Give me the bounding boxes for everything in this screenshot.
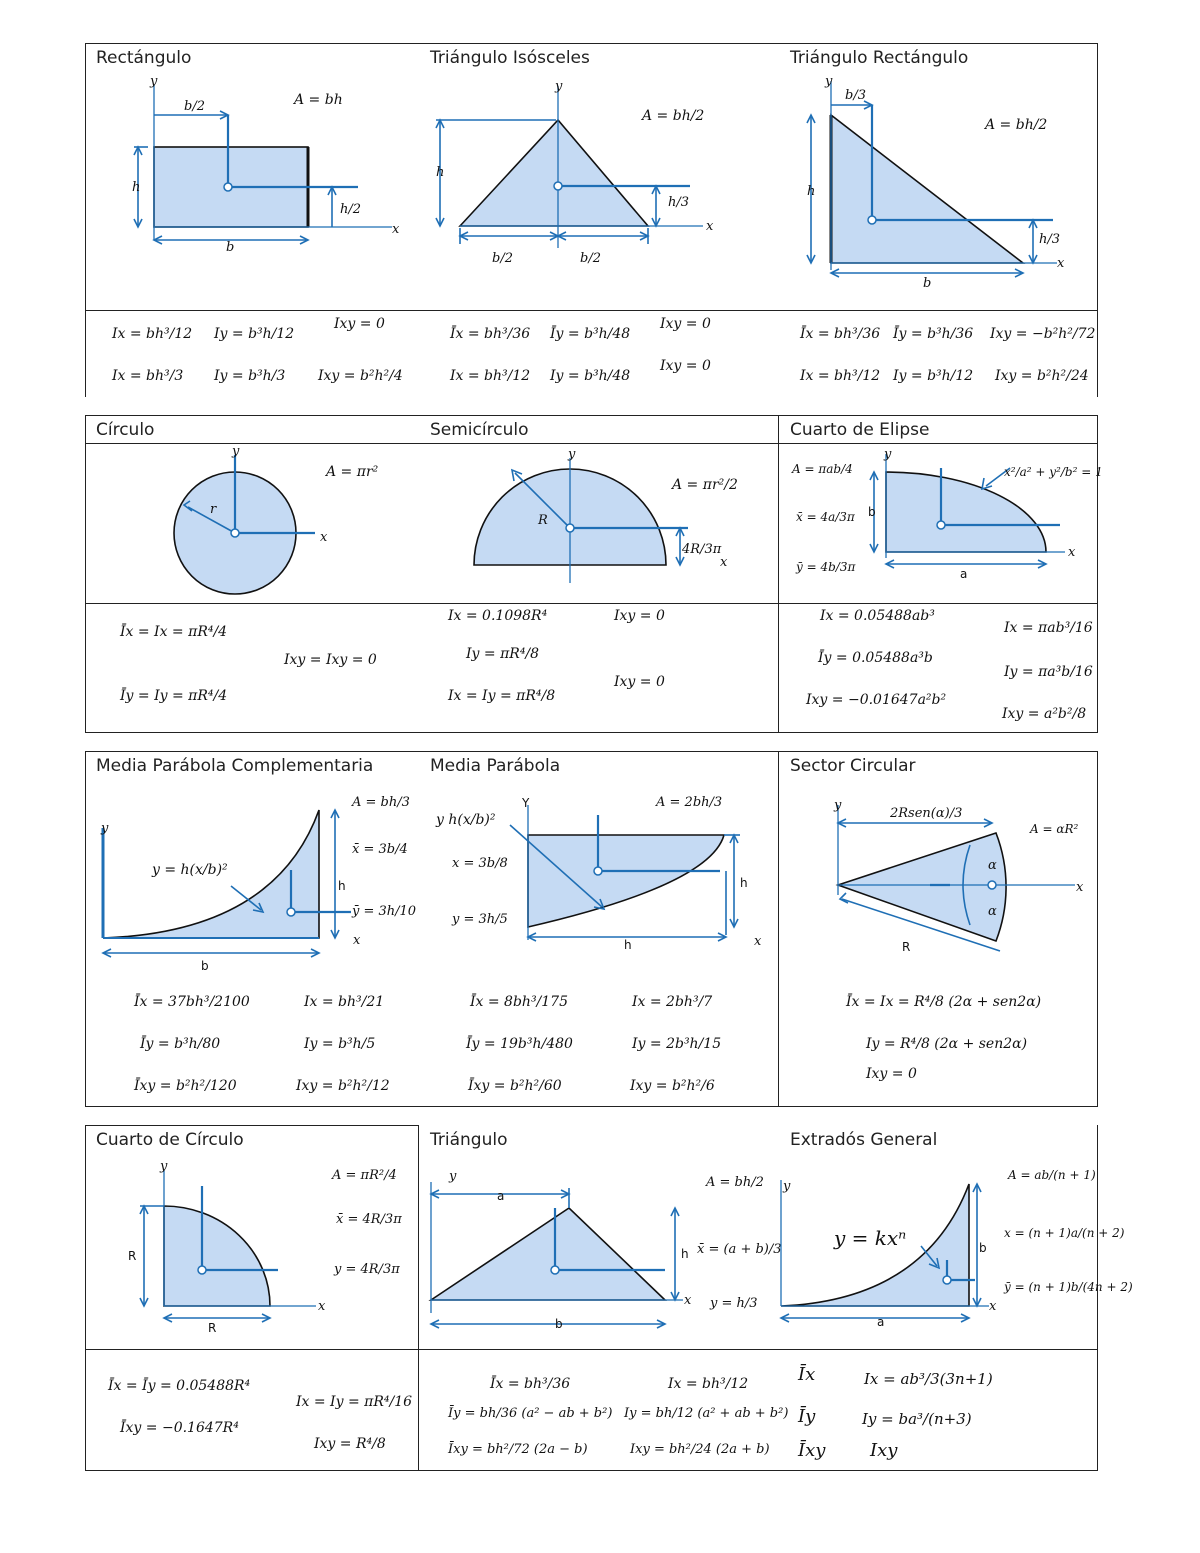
hp-f5: Īxy = b²h²/60	[468, 1078, 562, 1094]
iso-f2: Īy = b³h/48	[550, 326, 631, 342]
qe-f1: Ix = 0.05488ab³	[820, 608, 935, 624]
half-parabola-shape	[528, 835, 724, 927]
title-triangulo: Triángulo	[430, 1130, 508, 1150]
hpc-f1: Īx = 37bh³/2100	[134, 994, 250, 1010]
hpc-label-x: x	[353, 933, 361, 948]
semi-area: A = πr²/2	[672, 477, 738, 493]
ext-label-a: a	[877, 1315, 885, 1329]
sector-f3: Ixy = 0	[866, 1066, 917, 1082]
rect-label-y: y	[150, 74, 158, 89]
tri-f1: Īx = bh³/36	[490, 1376, 571, 1392]
iso-label-h: h	[436, 165, 445, 180]
rect-label-h2: h/2	[340, 202, 362, 217]
circle-f2: Ixy = Ixy = 0	[284, 652, 377, 668]
rect-label-b2: b/2	[184, 99, 205, 114]
iso-label-b2a: b/2	[492, 251, 513, 266]
qe-label-b: b	[868, 505, 876, 519]
rect-label-h: h	[132, 180, 141, 195]
qc-a3: y = 4R/3π	[334, 1262, 400, 1277]
semi-f3: Iy = πR⁴/8	[466, 646, 540, 662]
qc-f2: Ix = Iy = πR⁴/16	[296, 1394, 413, 1410]
circle-label-y: y	[232, 444, 240, 459]
semi-f1: Ix = 0.1098R⁴	[448, 608, 548, 624]
hp-label-hb: h	[740, 876, 748, 890]
rt-f4: Ix = bh³/12	[800, 368, 881, 384]
qc-label-y: y	[160, 1159, 168, 1174]
title-media-parabola: Media Parábola	[430, 756, 561, 776]
qc-f3: Īxy = −0.1647R⁴	[120, 1420, 239, 1436]
rt-f1: Īx = bh³/36	[800, 326, 881, 342]
qc-label-x: x	[318, 1299, 326, 1314]
semicircle-diagram	[470, 448, 740, 588]
qc-label-R1: R	[128, 1249, 137, 1263]
rect-f3: Ixy = 0	[334, 316, 385, 332]
rt-f6: Ixy = b²h²/24	[995, 368, 1089, 384]
hp-curve: y h(x/b)²	[436, 812, 496, 828]
isosceles-triangle-shape	[460, 120, 648, 226]
title-sector-circular: Sector Circular	[790, 756, 916, 776]
tri-label-h: h	[681, 1247, 689, 1261]
rt-label-b3: b/3	[845, 88, 866, 103]
qc-a1: A = πR²/4	[332, 1168, 397, 1183]
semi-label-x: x	[720, 555, 728, 570]
circle-area: A = πr²	[326, 464, 379, 480]
qe-curve: x²/a² + y²/b² = 1	[1004, 465, 1103, 479]
tri-f5: Īxy = bh²/72 (2a − b)	[448, 1442, 588, 1457]
ext-a1: A = ab/(n + 1)	[1008, 1168, 1096, 1182]
hp-a2: x = 3b/8	[452, 856, 508, 871]
sector-area: A = αR²	[1030, 822, 1079, 836]
rt-label-b: b	[923, 276, 932, 291]
rt-label-x: x	[1057, 256, 1065, 271]
rt-area: A = bh/2	[985, 117, 1048, 133]
tri-label-a: a	[497, 1189, 505, 1203]
row3-col-divider	[778, 751, 779, 1107]
iso-f3: Ixy = 0	[660, 316, 711, 332]
half-parabola-diagram	[500, 795, 775, 960]
qe-label-a: a	[960, 567, 968, 581]
triangle-diagram	[425, 1158, 715, 1338]
hp-a3: y = 3h/5	[452, 912, 508, 927]
rt-label-y: y	[825, 74, 833, 89]
sector-label-y: y	[834, 798, 842, 813]
sector-label-x: x	[1076, 880, 1084, 895]
qc-f4: Ixy = R⁴/8	[314, 1436, 386, 1452]
tri-label-x: x	[684, 1293, 692, 1308]
title-circulo: Círculo	[96, 420, 155, 440]
row2-col-divider	[778, 415, 779, 733]
tri-f6: Ixy = bh²/24 (2a + b)	[630, 1442, 770, 1457]
qe-a1: A = πab/4	[792, 462, 853, 476]
hpc-curve: y = h(x/b)²	[152, 862, 228, 878]
iso-area: A = bh/2	[642, 108, 705, 124]
semi-label-d: 4R/3π	[682, 542, 722, 557]
circle-label-r: r	[210, 502, 217, 517]
row4-top-left	[85, 1125, 419, 1126]
iso-f6: Ixy = 0	[660, 358, 711, 374]
hp-label-h: h	[624, 938, 632, 952]
qe-f6: Ixy = a²b²/8	[1002, 706, 1087, 722]
qe-f2: Ix = πab³/16	[1004, 620, 1093, 636]
sector-label-alpha1: α	[988, 858, 997, 873]
hpc-a3: ȳ = 3h/10	[352, 904, 417, 919]
sector-label-d: 2Rsen(α)/3	[890, 806, 963, 821]
hpc-a1: A = bh/3	[352, 795, 410, 810]
qc-f1: Īx = Īy = 0.05488R⁴	[108, 1378, 251, 1394]
right-triangle-diagram	[795, 75, 1075, 290]
hpc-label-h: h	[338, 879, 346, 893]
iso-f5: Iy = b³h/48	[550, 368, 631, 384]
qe-label-x: x	[1068, 545, 1076, 560]
tri-label-y: y	[449, 1169, 457, 1184]
iso-label-x: x	[706, 219, 714, 234]
title-semicirculo: Semicírculo	[430, 420, 529, 440]
quarter-ellipse-shape	[886, 472, 1046, 552]
tri-a3: y = h/3	[710, 1296, 758, 1311]
title-cuarto-elipse: Cuarto de Elipse	[790, 420, 930, 440]
rect-f2: Iy = b³h/12	[214, 326, 295, 342]
ext-f5: Īxy	[798, 1440, 826, 1461]
hpc-f2: Ix = bh³/21	[304, 994, 385, 1010]
rt-f3: Ixy = −b²h²/72	[990, 326, 1096, 342]
rect-label-x: x	[392, 222, 400, 237]
iso-label-h3: h/3	[668, 195, 690, 210]
ext-label-y: y	[783, 1179, 791, 1194]
semi-f2: Ixy = 0	[614, 608, 665, 624]
circle-f1: Īx = Ix = πR⁴/4	[120, 624, 228, 640]
sector-f2: Iy = R⁴/8 (2α + sen2α)	[866, 1036, 1028, 1052]
ext-f2: Ix = ab³/3(3n+1)	[864, 1370, 993, 1388]
rect-label-b: b	[226, 240, 235, 255]
hp-label-x: x	[754, 934, 762, 949]
title-triangulo-isosceles: Triángulo Isósceles	[430, 48, 590, 68]
row4-col-divider	[418, 1125, 419, 1471]
iso-label-b2b: b/2	[580, 251, 601, 266]
title-triangulo-rectangulo: Triángulo Rectángulo	[790, 48, 969, 68]
tri-a1: A = bh/2	[706, 1175, 764, 1190]
semi-label-y: y	[568, 447, 576, 462]
half-parabola-comp-diagram	[95, 800, 385, 975]
tri-label-b: b	[555, 1317, 563, 1331]
qc-a2: x̄ = 4R/3π	[336, 1212, 402, 1227]
quarter-circle-diagram	[120, 1158, 340, 1338]
tri-f3: Īy = bh/36 (a² − ab + b²)	[448, 1406, 613, 1421]
row2-divider	[85, 603, 1098, 604]
hpc-f6: Ixy = b²h²/12	[296, 1078, 390, 1094]
circle-f3: Īy = Iy = πR⁴/4	[120, 688, 228, 704]
iso-f4: Ix = bh³/12	[450, 368, 531, 384]
circle-label-x: x	[320, 530, 328, 545]
hp-label-y: Y	[522, 796, 530, 810]
row1-divider	[85, 310, 1098, 311]
quarter-circle-shape	[164, 1206, 270, 1306]
hpc-f3: Īy = b³h/80	[140, 1036, 221, 1052]
qe-a2: x̄ = 4a/3π	[796, 510, 855, 524]
rect-f1: Ix = bh³/12	[112, 326, 193, 342]
ext-a2: x = (n + 1)a/(n + 2)	[1004, 1226, 1125, 1240]
semi-label-R: R	[538, 513, 548, 528]
ext-f3: Īy	[798, 1406, 816, 1427]
ext-label-b: b	[979, 1241, 987, 1255]
hp-f4: Iy = 2b³h/15	[632, 1036, 722, 1052]
hpc-f4: Iy = b³h/5	[304, 1036, 376, 1052]
hpc-label-b: b	[201, 959, 209, 973]
iso-f1: Īx = bh³/36	[450, 326, 531, 342]
ext-a3: ȳ = (n + 1)b/(4n + 2)	[1004, 1280, 1133, 1294]
hp-f6: Ixy = b²h²/6	[630, 1078, 715, 1094]
ext-curve: y = kxⁿ	[834, 1226, 907, 1250]
right-triangle-shape	[831, 115, 1023, 263]
semi-f5: Ixy = 0	[614, 674, 665, 690]
rt-f5: Iy = b³h/12	[893, 368, 974, 384]
title-cuarto-circulo: Cuarto de Círculo	[96, 1130, 244, 1150]
hpc-a2: x̄ = 3b/4	[352, 842, 408, 857]
sector-label-R: R	[902, 940, 911, 954]
hp-f1: Īx = 8bh³/175	[470, 994, 568, 1010]
qe-f3: Īy = 0.05488a³b	[818, 650, 933, 666]
rect-f6: Ixy = b²h²/4	[318, 368, 403, 384]
sector-f1: Īx = Ix = R⁴/8 (2α + sen2α)	[846, 994, 1042, 1010]
hp-f3: Īy = 19b³h/480	[466, 1036, 573, 1052]
rect-f4: Ix = bh³/3	[112, 368, 184, 384]
ext-f6: Ixy	[870, 1440, 898, 1461]
rt-label-h: h	[807, 184, 816, 199]
tri-f2: Ix = bh³/12	[668, 1376, 749, 1392]
row4-divider	[85, 1349, 1098, 1350]
tri-f4: Iy = bh/12 (a² + ab + b²)	[624, 1406, 789, 1421]
rt-label-h3: h/3	[1039, 232, 1061, 247]
hp-f2: Ix = 2bh³/7	[632, 994, 713, 1010]
ext-f1: Īx	[798, 1364, 816, 1385]
sector-label-alpha2: α	[988, 904, 997, 919]
title-media-parabola-complementaria: Media Parábola Complementaria	[96, 756, 374, 776]
semi-f4: Ix = Iy = πR⁴/8	[448, 688, 556, 704]
ext-f4: Iy = ba³/(n+3)	[862, 1410, 972, 1428]
circular-sector-diagram	[820, 795, 1090, 955]
iso-label-y: y	[555, 79, 563, 94]
rect-area: A = bh	[294, 92, 343, 108]
title-rectangulo: Rectángulo	[96, 48, 192, 68]
qe-label-y: y	[884, 447, 892, 462]
hp-a1: A = 2bh/3	[656, 795, 723, 810]
rect-f5: Iy = b³h/3	[214, 368, 286, 384]
qe-a3: ȳ = 4b/3π	[796, 560, 856, 574]
qe-f4: Iy = πa³b/16	[1004, 664, 1093, 680]
hpc-label-y: y	[101, 821, 109, 836]
qc-label-R2: R	[208, 1321, 217, 1335]
rectangle-diagram	[120, 75, 420, 255]
hpc-f5: Īxy = b²h²/120	[134, 1078, 237, 1094]
rt-f2: Īy = b³h/36	[893, 326, 974, 342]
title-extrados-general: Extradós General	[790, 1130, 938, 1150]
qe-f5: Ixy = −0.01647a²b²	[806, 692, 947, 708]
triangle-shape	[431, 1208, 665, 1300]
tri-a2: x̄ = (a + b)/3	[697, 1242, 782, 1257]
ext-label-x: x	[989, 1299, 997, 1314]
